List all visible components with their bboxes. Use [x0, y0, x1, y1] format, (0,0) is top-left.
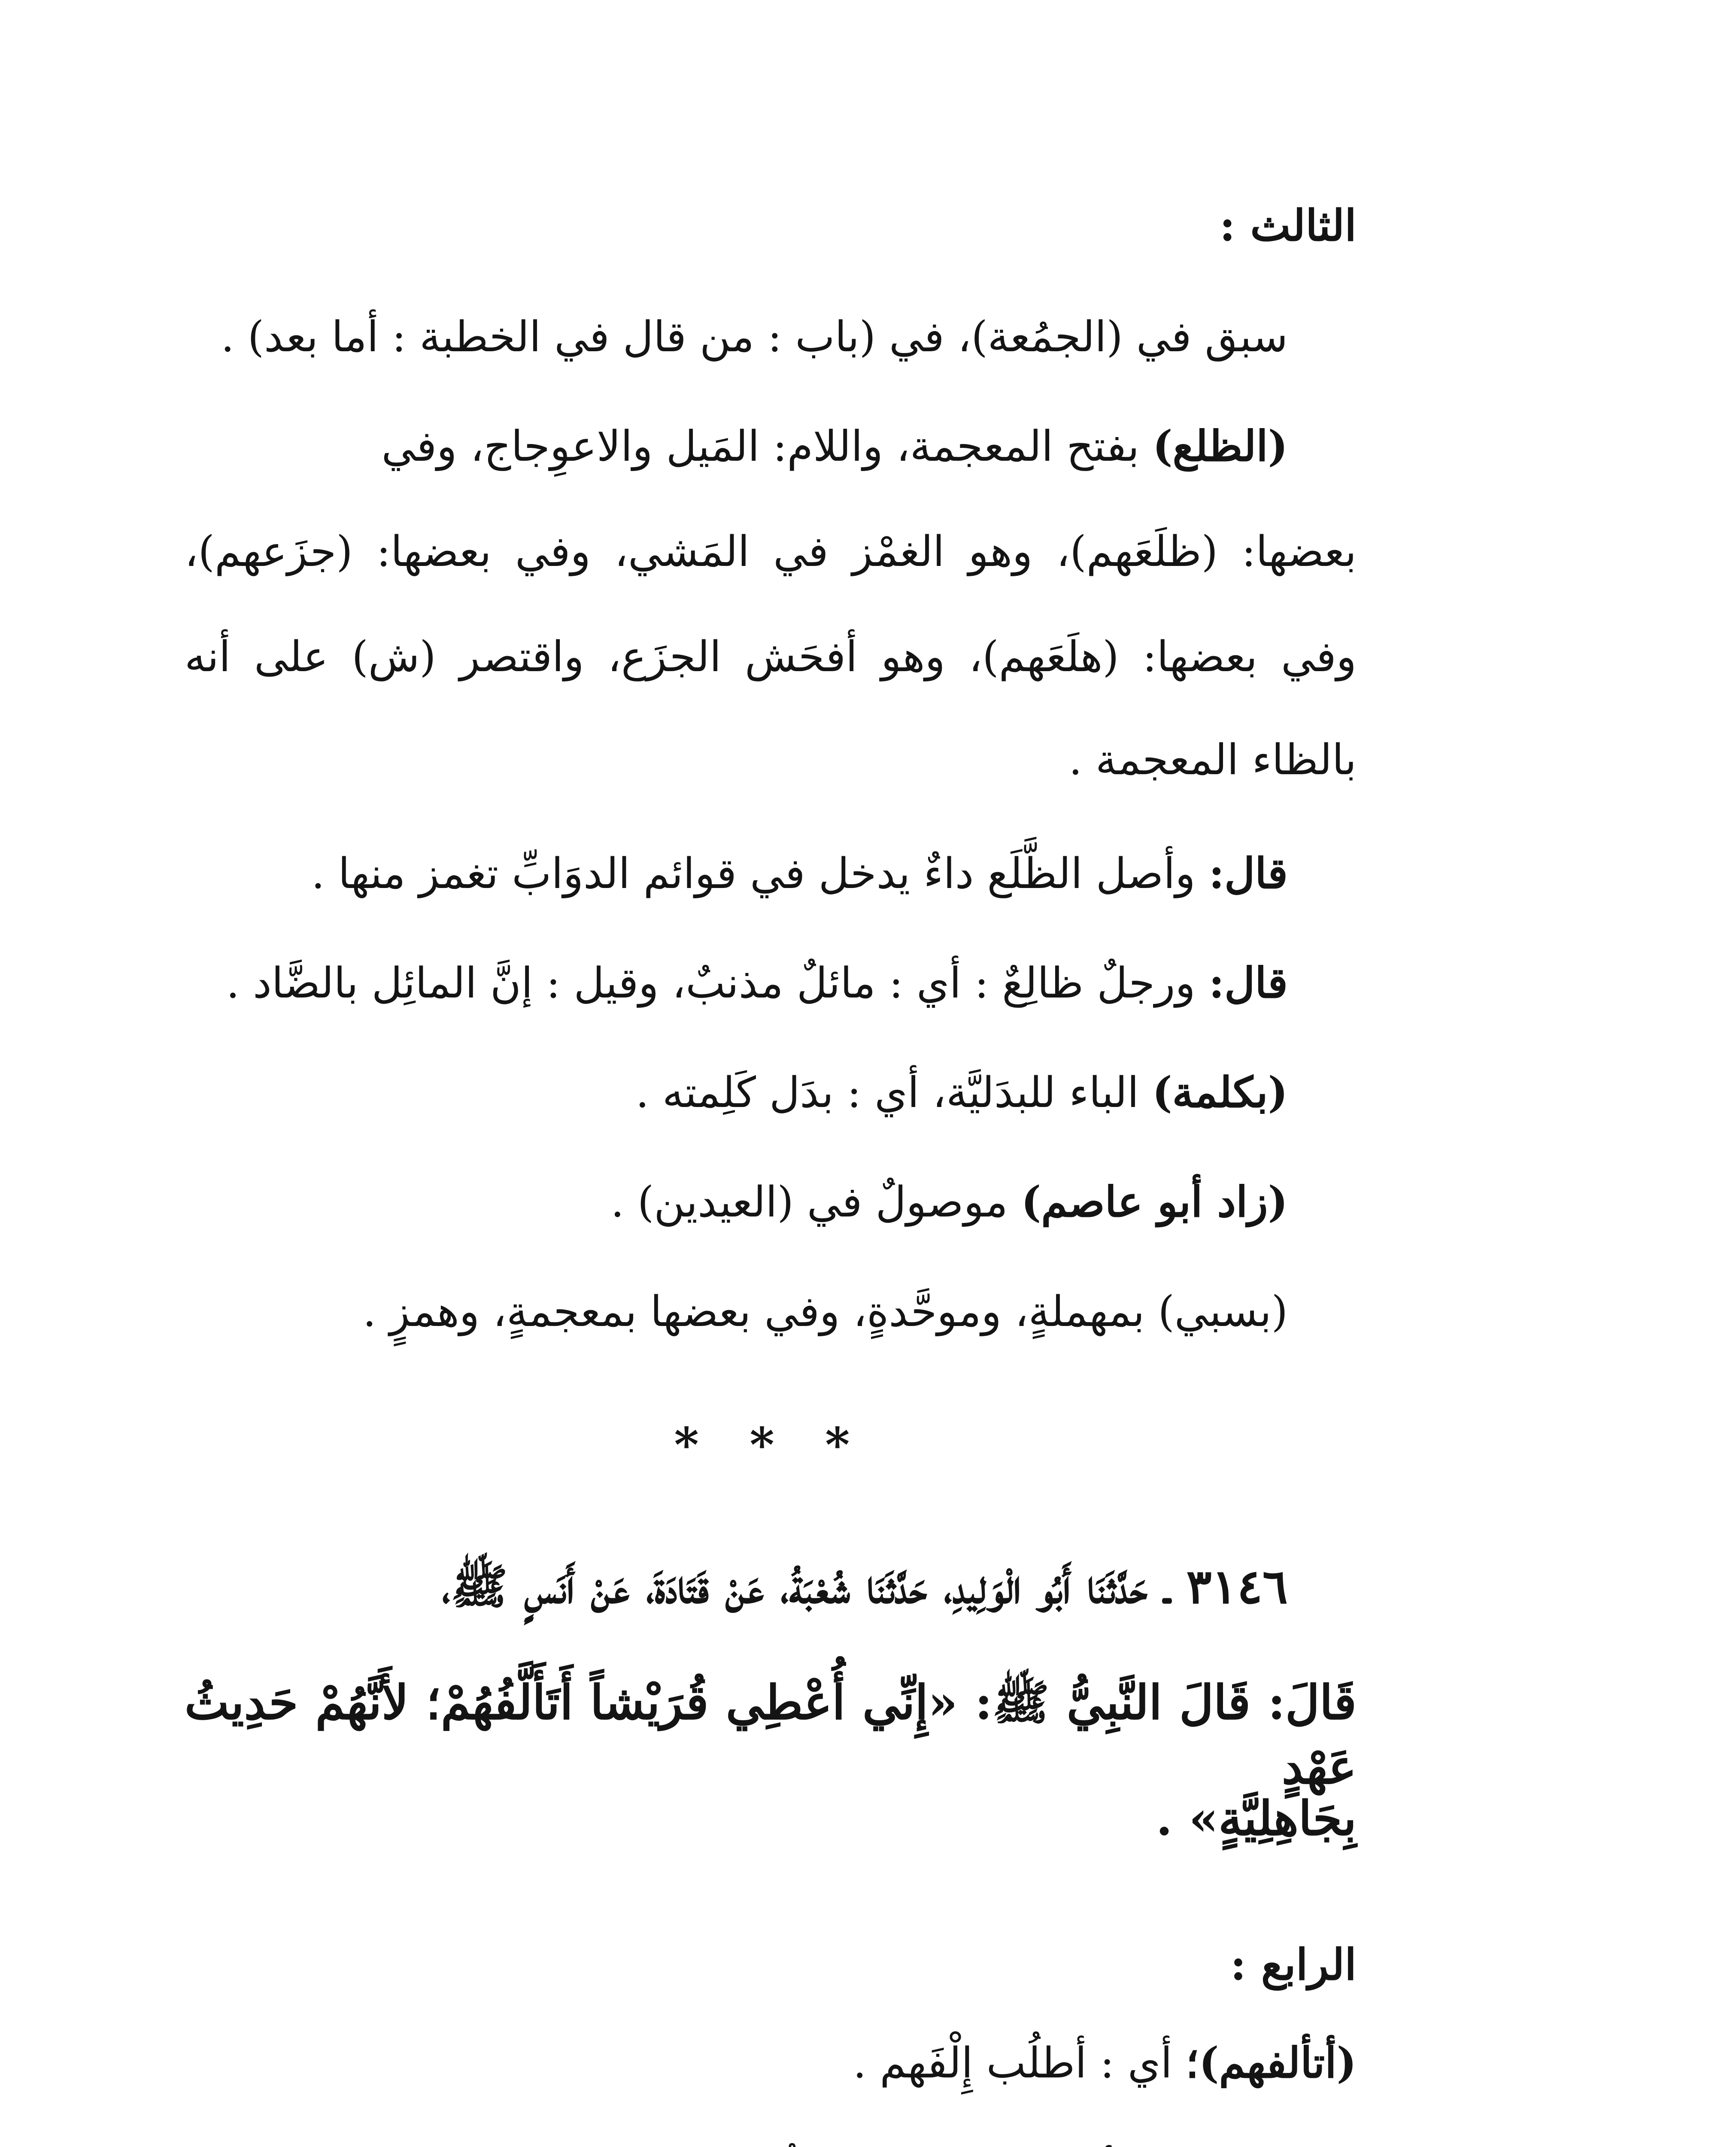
quote-line [311, 842, 1288, 906]
gloss-line [853, 2031, 1357, 2095]
quote-text: ورجلٌ ظالِعٌ : أي : مائلٌ مذنبٌ، وقيل : إنَّ المائِل بالضَّاد . [226, 959, 1209, 1008]
paragraph-reference: سبق في (الجمُعة)، في (باب : من قال في الخطبة : أما بعد) . [221, 313, 1288, 362]
term: (بكلمة) [1152, 1068, 1288, 1117]
text: أي : أطلُب إِلْفَهم . [853, 2039, 1186, 2088]
paragraph-line: بعضها: (ظلَعَهم)، وهو الغمْز في المَشي، وفي بعضها: (جزَعهم)، [185, 527, 1357, 576]
hadith-line: قَالَ: قَالَ النَّبِيُّ ﷺ: «إِنِّي أُعْطِي قُرَيْشاً أَتَأَلَّفُهُمْ؛ لأَنَّهُمْ حَدِيثُ عَهْدٍ [185, 1675, 1357, 1794]
term: (الظلع) [1153, 422, 1288, 471]
term: (أتألفهم)؛ [1185, 2038, 1357, 2088]
gloss-line [636, 1061, 1288, 1125]
section-heading-fourth: الرابع : [1230, 1939, 1357, 1990]
gloss-line [350, 2141, 1357, 2147]
section-heading-third: الثالث : [1219, 200, 1357, 251]
text: بفتح المعجمة، واللام: المَيل والاعوِجاج، وفي [381, 422, 1153, 471]
text: موصولٌ في (العيدين) . [610, 1178, 1021, 1227]
term: (زاد أبو عاصم) [1021, 1177, 1288, 1227]
paragraph-line: بالظاء المعجمة . [1068, 736, 1357, 785]
quote-text: وأصل الظَّلَع داءٌ يدخل في قوائم الدوَابِّ تغمز منها . [311, 849, 1209, 898]
quote-label: قال: [1208, 849, 1288, 898]
quote-label: قال: [1208, 958, 1288, 1008]
quote-line [226, 951, 1288, 1016]
gloss-line [611, 1170, 1288, 1235]
text: الباء للبدَليَّة، أي : بدَل كَلِمته . [635, 1068, 1153, 1117]
hadith-line: بِجَاهِلِيَّةٍ» . [1156, 1791, 1357, 1846]
hadith-line: ٣١٤٦ ـ حَدَّثَنَا أَبُو الْوَلِيدِ، حَدَّثَنَا شُعْبَةُ، عَنْ قَتَادَةَ، عَنْ أَنَسٍ ﷺ، [441, 1559, 1288, 1614]
document-page [185, 189, 1357, 2147]
section-separator: * * * [674, 1417, 867, 1472]
paragraph-line [382, 414, 1288, 479]
gloss-line: (بسبي) بمهملةٍ، وموحَّدةٍ، وفي بعضها بمعجمةٍ، وهمزٍ . [363, 1287, 1288, 1336]
paragraph-line: وفي بعضها: (هلَعَهم)، وهو أفحَش الجزَع، واقتصر (ش) على أنه [185, 633, 1357, 681]
